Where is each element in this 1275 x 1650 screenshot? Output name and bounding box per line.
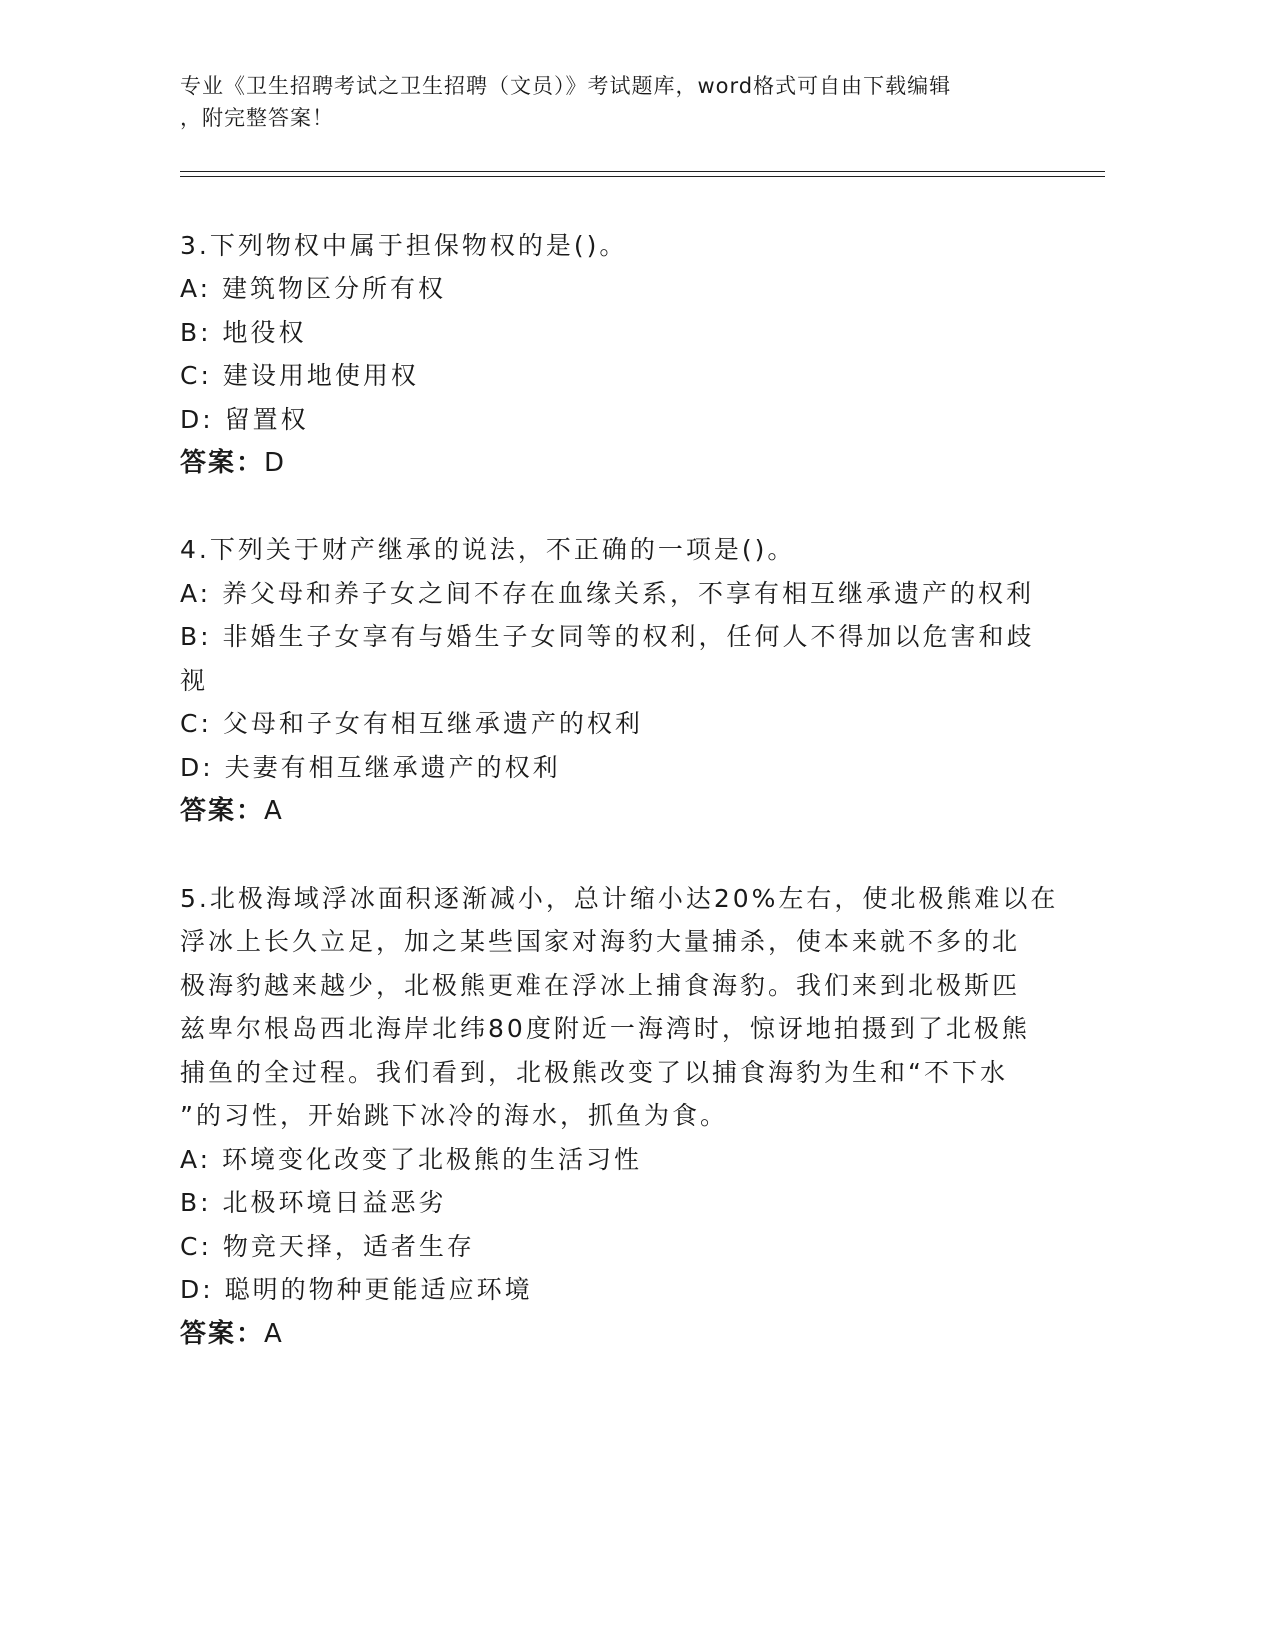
option-d: D: 聪明的物种更能适应环境 xyxy=(180,1275,533,1304)
answer-label: 答案： xyxy=(180,1319,265,1349)
option-c: C: 物竞天择，适者生存 xyxy=(180,1232,475,1261)
option-c: C: 父母和子女有相互继承遗产的权利 xyxy=(180,709,643,738)
question-stem-line-4: 兹卑尔根岛西北海岸北纬80度附近一海湾时，惊讶地拍摄到了北极熊 xyxy=(180,1014,1030,1043)
answer-value: A xyxy=(264,1319,284,1349)
option-b: B: 非婚生子女享有与婚生子女同等的权利，任何人不得加以危害和歧 xyxy=(180,622,1035,651)
option-a: A: 环境变化改变了北极熊的生活习性 xyxy=(180,1145,643,1174)
document-header xyxy=(180,70,1060,134)
header-line-2: ，附完整答案！ xyxy=(180,106,334,130)
option-d: D: 留置权 xyxy=(180,405,309,434)
answer-line xyxy=(180,795,284,827)
question-stem-line-2: 浮冰上长久立足，加之某些国家对海豹大量捕杀，使本来就不多的北 xyxy=(180,927,1021,956)
answer-label: 答案： xyxy=(180,796,265,826)
option-b: B: 地役权 xyxy=(180,318,307,347)
question-stem-line-5: 捕鱼的全过程。我们看到，北极熊改变了以捕食海豹为生和“不下水 xyxy=(180,1058,1008,1087)
header-rule-bottom xyxy=(180,176,1105,177)
option-c: C: 建设用地使用权 xyxy=(180,361,419,390)
answer-value: D xyxy=(264,448,287,478)
header-rule-top xyxy=(180,171,1105,172)
option-d: D: 夫妻有相互继承遗产的权利 xyxy=(180,753,561,782)
answer-line xyxy=(180,1318,284,1350)
option-a: A: 建筑物区分所有权 xyxy=(180,274,447,303)
question-stem-line-1: 5.北极海域浮冰面积逐渐减小，总计缩小达20%左右，使北极熊难以在 xyxy=(180,884,1059,913)
option-b: B: 北极环境日益恶劣 xyxy=(180,1188,447,1217)
question-stem-line-3: 极海豹越来越少，北极熊更难在浮冰上捕食海豹。我们来到北极斯匹 xyxy=(180,971,1021,1000)
header-line-1: 专业《卫生招聘考试之卫生招聘（文员）》考试题库，word格式可自由下载编辑 xyxy=(180,74,952,98)
option-a: A: 养父母和养子女之间不存在血缘关系，不享有相互继承遗产的权利 xyxy=(180,579,1035,608)
option-b-continued: 视 xyxy=(180,666,209,695)
answer-label: 答案： xyxy=(180,448,265,478)
answer-line xyxy=(180,447,286,479)
question-stem: 4.下列关于财产继承的说法，不正确的一项是()。 xyxy=(180,535,796,564)
question-stem: 3.下列物权中属于担保物权的是()。 xyxy=(180,231,628,260)
question-stem-line-6: ”的习性，开始跳下冰冷的海水，抓鱼为食。 xyxy=(180,1101,728,1130)
answer-value: A xyxy=(264,796,284,826)
